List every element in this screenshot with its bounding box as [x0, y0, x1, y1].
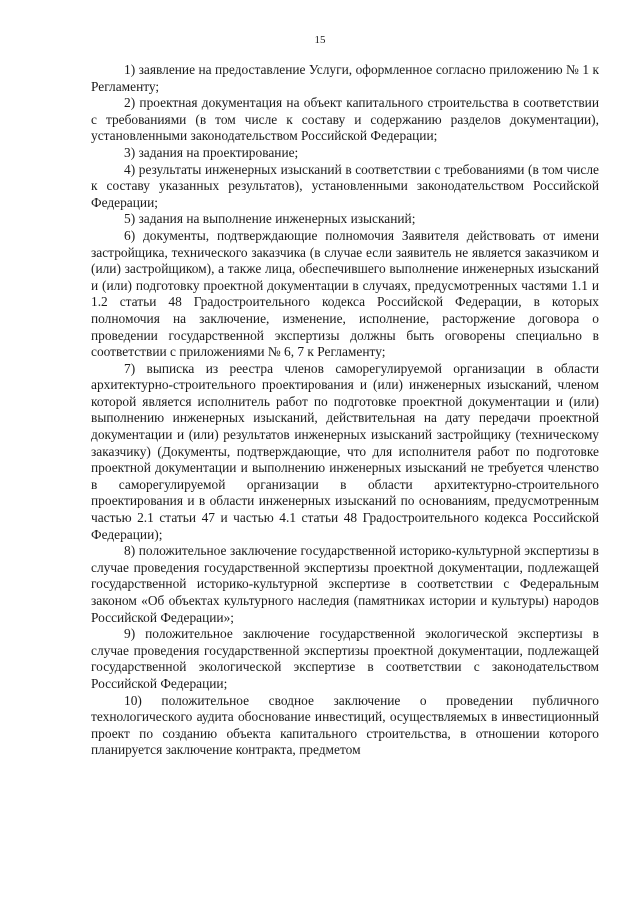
- list-item-5: 5) задания на выполнение инженерных изысканий;: [124, 211, 416, 227]
- list-item-8: 8) положительное заключение государственной историко-культурной экспертизы в случае проведения государственной экспертизы проектной документации, подлежащей государственной историко-культурной экспертизе в соответствии с Федеральным законом «Об объектах культурного наследия (памятниках истории и культуры) народов Российской Федерации»;: [91, 543, 599, 625]
- list-item-1: 1) заявление на предоставление Услуги, оформленное согласно приложению № 1 к Регламенту;: [91, 62, 599, 94]
- list-item-7: 7) выписка из реестра членов саморегулируемой организации в области архитектурно-строительного проектирования и (или) инженерных изысканий, членом которой является исполнитель работ по подготовке проектной документации и (или) выполнению инженерных изысканий, действительная на дату передачи проектной документации и (или) результатов инженерных изысканий застройщику (техническому заказчику) (Документы, подтверждающие, что для исполнителя работ по подготовке проектной документации и выполнению инженерных изысканий не требуется членство в саморегулируемой организации в области архитектурно-строительного проектирования и в области инженерных изысканий по основаниям, предусмотренным частью 2.1 статьи 47 и частью 4.1 статьи 48 Градостроительного кодекса Российской Федерации);: [91, 360, 599, 542]
- document-body: [91, 62, 599, 759]
- list-item-10: 10) положительное сводное заключение о проведении публичного технологического аудита обоснование инвестиций, осуществляемых в инвестиционный проект по созданию объекта капитального строительства, в отношении которого планируется заключение контракта, предметом: [91, 692, 599, 758]
- list-item-2: 2) проектная документация на объект капитального строительства в соответствии с требованиями (в том числе к составу и содержанию разделов документации), установленными законодательством Российской Федерации;: [91, 95, 599, 144]
- page-number: 15: [314, 34, 326, 46]
- list-item-6: 6) документы, подтверждающие полномочия Заявителя действовать от имени застройщика, технического заказчика (в случае если заявитель не является заказчиком и (или) застройщиком), а также лица, обеспечившего выполнение инженерных изысканий и (или) подготовку проектной документации в случаях, предусмотренных частями 1.1 и 1.2 статьи 48 Градостроительного кодекса Российской Федерации, в которых полномочия на заключение, изменение, исполнение, расторжение договора о проведении государственной экспертизы должны быть оговорены специально в соответствии с приложениями № 6, 7 к Регламенту;: [91, 227, 599, 360]
- list-item-3: 3) задания на проектирование;: [124, 144, 299, 160]
- list-item-4: 4) результаты инженерных изысканий в соответствии с требованиями (в том числе к составу указанных результатов), установленными законодательством Российской Федерации;: [91, 161, 599, 210]
- list-item-9: 9) положительное заключение государственной экологической экспертизы в случае проведения государственной экспертизы проектной документации, подлежащей государственной экологической экспертизе в соответствии с законодательством Российской Федерации;: [91, 626, 599, 691]
